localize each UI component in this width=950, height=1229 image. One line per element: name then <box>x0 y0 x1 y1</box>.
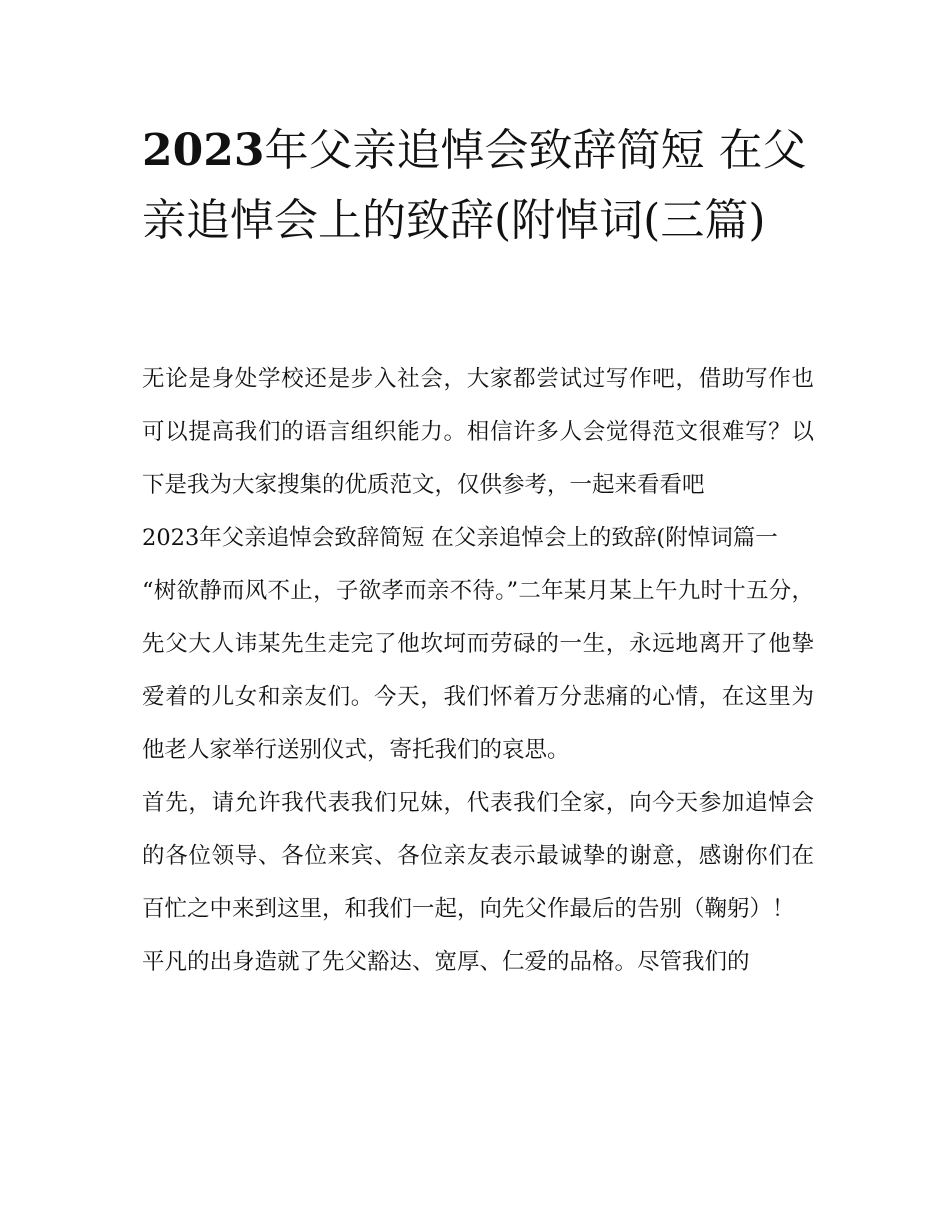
body-paragraph: 首先，请允许我代表我们兄妹，代表我们全家，向今天参加追悼会的各位领导、各位来宾、各位亲友表示最诚挚的谢意，感谢你们在百忙之中来到这里，和我们一起，向先父作最后的告别（鞠躬）！ <box>142 790 814 922</box>
title-text: 年父亲追悼会致辞简短 在父亲追悼会上的致辞(附悼词(三篇) <box>142 125 807 246</box>
document-title <box>142 116 822 256</box>
title-year: 2023 <box>142 125 265 176</box>
document-body <box>142 353 814 989</box>
body-paragraph: 平凡的出身造就了先父豁达、宽厚、仁爱的品格。尽管我们的 <box>142 949 750 975</box>
intro-paragraph: 无论是身处学校还是步入社会，大家都尝试过写作吧，借助写作也可以提高我们的语言组织能力。相信许多人会觉得范文很难写？以下是我为大家搜集的优质范文，仅供参考，一起来看看吧 <box>142 366 814 498</box>
section-heading: 2023年父亲追悼会致辞简短 在父亲追悼会上的致辞(附悼词篇一 <box>142 525 778 551</box>
body-paragraph: “树欲静而风不止，子欲孝而亲不待。”二年某月某上午九时十五分，先父大人讳某先生走完了他坎坷而劳碌的一生，永远地离开了他挚爱着的儿女和亲友们。今天，我们怀着万分悲痛的心情，在这里为他老人家举行送别仪式，寄托我们的哀思。 <box>142 578 814 763</box>
